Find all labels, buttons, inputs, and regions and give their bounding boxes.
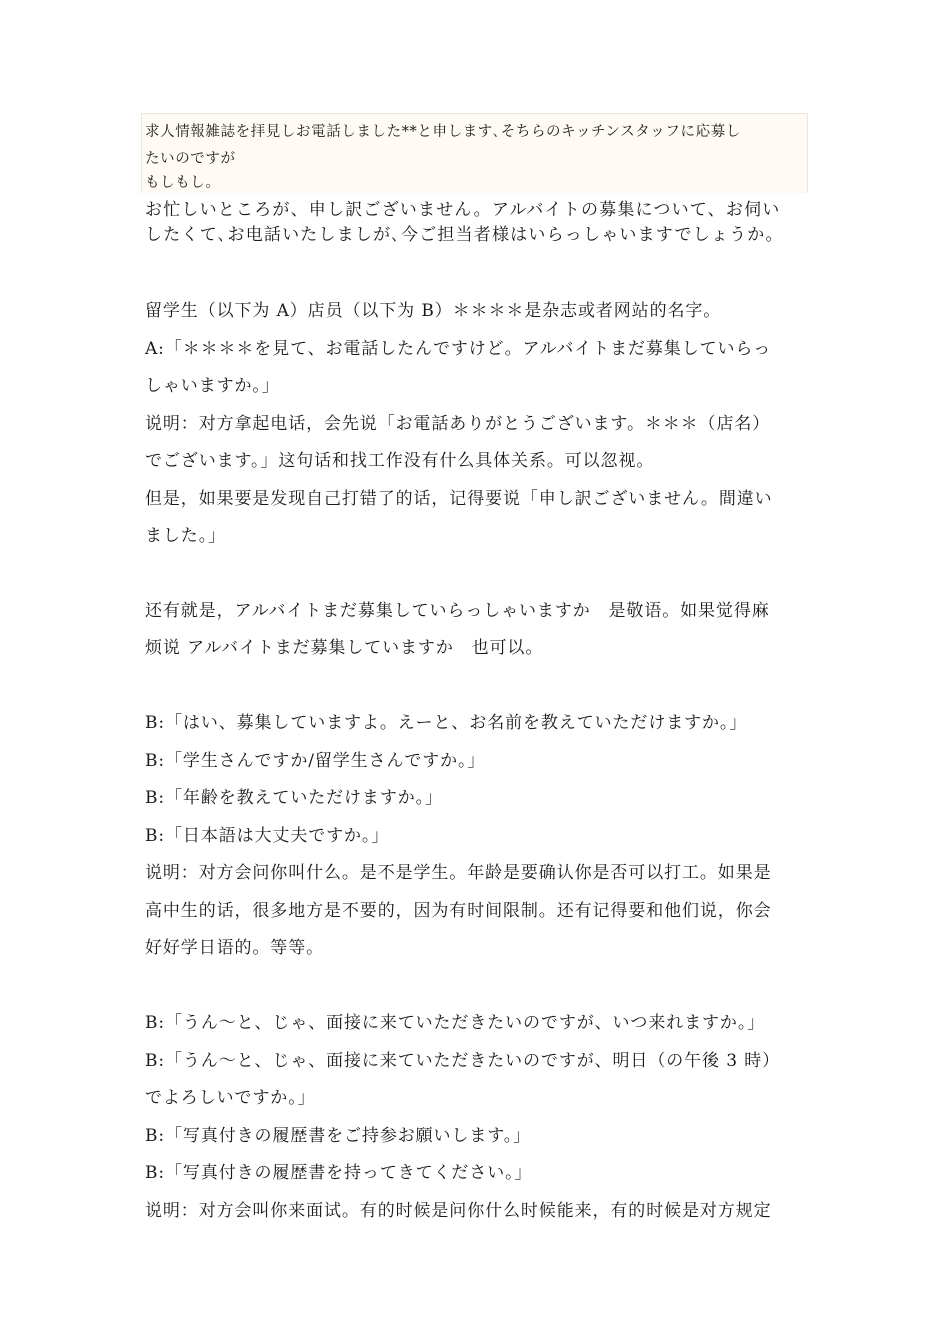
paragraph-line: B:「写真付きの履歴書をご持参お願いします。」	[145, 1126, 532, 1146]
intro-box-line-3: もしもし。	[145, 175, 221, 191]
paragraph-line: B:「学生さんですか/留学生さんですか。」	[145, 751, 486, 771]
paragraph-line: 还有就是，アルバイトまだ募集していらっしゃいますか 是敬语。如果觉得麻	[145, 601, 770, 621]
paragraph-line: B:「写真付きの履歴書を持ってきてください。」	[145, 1163, 533, 1183]
paragraph-line: 说明：对方拿起电话，会先说「お電話ありがとうございます。＊＊＊（店名）	[145, 414, 771, 434]
intro-box-line-2: たいのですが	[145, 151, 236, 167]
paragraph-line: B:「うん～と、じゃ、面接に来ていただきたいのですが、いつ来れますか。」	[145, 1013, 766, 1033]
paragraph-line: ました。」	[145, 526, 226, 546]
paragraph-line: A:「＊＊＊＊を見て、お電話したんですけど。アルバイトまだ募集していらっ	[145, 339, 772, 359]
paragraph-line: B:「年齢を教えていただけますか。」	[145, 788, 443, 808]
paragraph-line: 烦说 アルバイトまだ募集していますか 也可以。	[145, 638, 544, 658]
intro-line-4: お忙しいところが、申し訳ございません。アルバイトの募集について、お伺い	[145, 200, 781, 220]
paragraph-line: 留学生（以下为 A）店员（以下为 B）＊＊＊＊是杂志或者网站的名字。	[145, 301, 722, 321]
intro-line-5: したくて､お电話いたしましが､今ご担当者様はいらっしゃいますでしょうか。	[145, 225, 784, 245]
paragraph-line: 好好学日语的。等等。	[145, 938, 324, 958]
paragraph-line: 高中生的话，很多地方是不要的，因为有时间限制。还有记得要和他们说，你会	[145, 901, 772, 921]
intro-box-line-1: 求人情報雑誌を拝見しお電話しました**と申します､そちらのキッチンスタッフに応募し	[145, 124, 741, 140]
paragraph-line: B:「うん～と、じゃ、面接に来ていただきたいのですが、明日（の午後 3 時）	[145, 1051, 781, 1071]
paragraph-line: 说明：对方会问你叫什么。是不是学生。年龄是要确认你是否可以打工。如果是	[145, 863, 772, 883]
paragraph-line: 但是，如果要是发现自己打错了的话，记得要说「申し訳ございません。間違い	[145, 489, 773, 509]
paragraph-line: でございます。」这句话和找工作没有什么具体关系。可以忽视。	[145, 451, 655, 471]
paragraph-line: B:「日本語は大丈夫ですか。」	[145, 826, 390, 846]
paragraph-line: B:「はい、募集していますよ。えーと、お名前を教えていただけますか。」	[145, 713, 748, 733]
paragraph-line: 说明：对方会叫你来面试。有的时候是问你什么时候能来，有的时候是对方规定	[145, 1201, 772, 1221]
paragraph-line: しゃいますか。」	[145, 376, 280, 396]
paragraph-line: でよろしいですか。」	[145, 1088, 316, 1108]
